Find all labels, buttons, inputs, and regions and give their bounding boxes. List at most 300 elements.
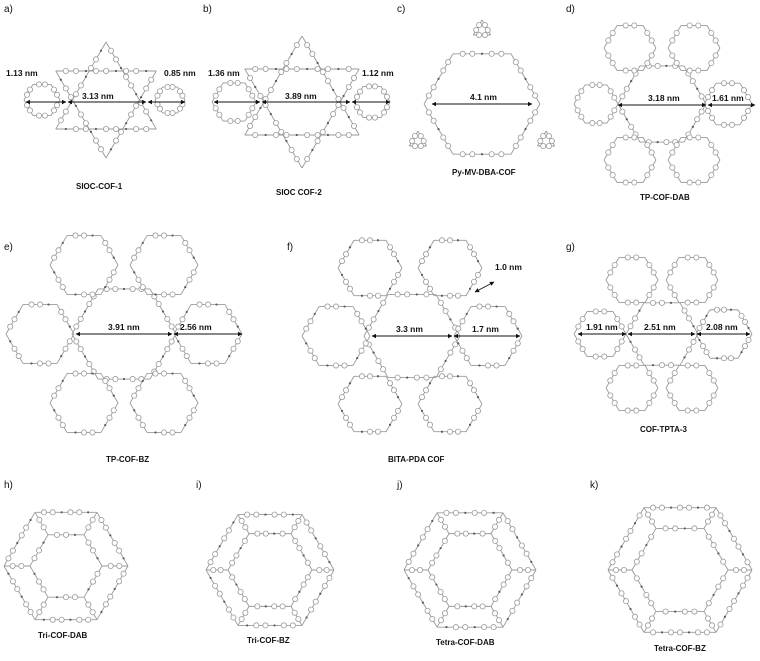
linkage-atom [9,340,11,342]
aromatic-ring [60,422,65,427]
aromatic-ring [632,347,637,352]
aromatic-ring [651,270,656,275]
linkage-atom [421,410,423,412]
aromatic-ring [177,106,182,111]
aromatic-ring [342,363,347,368]
aromatic-ring [511,348,516,353]
aromatic-ring [492,524,497,529]
aromatic-ring [697,325,702,330]
linkage-atom [343,305,345,307]
aromatic-ring [431,118,436,123]
linkage-atom [429,382,431,384]
aromatic-ring [155,102,160,107]
linkage-atom [620,546,622,548]
aromatic-ring [423,279,428,284]
linkage-atom [478,364,480,366]
aromatic-ring [19,563,24,568]
aromatic-ring [610,60,615,65]
aromatic-ring [721,122,726,127]
aromatic-ring [619,339,624,344]
aromatic-ring [455,531,460,536]
aromatic-ring [659,300,664,305]
aromatic-ring [315,66,320,71]
linkage-atom [74,293,76,295]
aromatic-ring [169,324,174,329]
aromatic-ring [123,68,128,73]
aromatic-ring [482,22,487,27]
aromatic-ring [305,156,310,161]
linkage-atom [408,577,410,579]
panel-b [203,4,394,197]
aromatic-ring [670,38,675,43]
aromatic-ring [15,586,20,591]
linkage-atom [90,131,92,133]
aromatic-ring [308,319,313,324]
linkage-atom [314,313,316,315]
linkage-atom [684,527,686,529]
aromatic-ring [528,85,533,90]
linkage-atom [626,118,628,120]
aromatic-ring [355,311,360,316]
aromatic-ring [448,350,453,355]
aromatic-ring [685,408,690,413]
aromatic-ring [731,599,736,604]
aromatic-ring [575,108,580,113]
aromatic-ring [687,68,692,73]
dimension-label-center: 3.91 nm [108,322,140,332]
aromatic-ring [477,304,482,309]
linkage-atom [495,305,497,307]
aromatic-ring [41,510,46,515]
linkage-atom [42,542,44,544]
aromatic-ring [281,623,286,628]
aromatic-ring [439,374,444,379]
aromatic-ring [12,317,17,322]
aromatic-ring [707,262,712,267]
linker-bond [491,513,503,534]
linker-bond [491,606,503,627]
aromatic-ring [144,86,149,91]
aromatic-ring [247,123,252,128]
aromatic-ring [46,361,51,366]
aromatic-ring [250,93,255,98]
aromatic-ring [107,277,112,282]
aromatic-ring [608,393,613,398]
aromatic-ring [663,609,668,614]
aromatic-ring [213,106,218,111]
aromatic-ring [608,89,613,94]
aromatic-ring [608,114,613,119]
linkage-atom [109,534,111,536]
aromatic-ring [538,138,543,143]
aromatic-ring [664,140,669,145]
aromatic-ring [423,252,428,257]
linkage-atom [123,378,125,380]
aromatic-ring [644,592,649,597]
aromatic-ring [417,567,422,572]
aromatic-ring [634,255,639,260]
aromatic-ring [280,604,285,609]
aromatic-ring [434,553,439,558]
aromatic-ring [471,415,476,420]
aromatic-ring [709,88,714,93]
aromatic-ring [464,355,469,360]
aromatic-ring [612,95,617,100]
aromatic-ring [88,66,93,71]
aromatic-ring [24,602,29,607]
aromatic-ring [67,339,72,344]
linkage-atom [326,364,328,366]
aromatic-ring [187,386,192,391]
aromatic-ring [511,319,516,324]
aromatic-ring [472,604,477,609]
aromatic-ring [546,133,551,138]
linkage-atom [265,605,267,607]
aromatic-ring [107,248,112,253]
aromatic-ring [674,172,679,177]
aromatic-ring [447,374,452,379]
aromatic-ring [107,415,112,420]
aromatic-ring [284,66,289,71]
aromatic-ring [184,353,189,358]
linkage-atom [232,521,234,523]
aromatic-ring [485,304,490,309]
aromatic-ring [455,429,460,434]
linkage-atom [133,409,135,411]
linkage-atom [228,355,230,357]
aromatic-ring [245,512,250,517]
aromatic-ring [187,248,192,253]
aromatic-ring [639,551,644,556]
aromatic-ring [645,142,650,147]
aromatic-ring [505,560,510,565]
linkage-atom [74,431,76,433]
aromatic-ring [136,386,141,391]
aromatic-ring [153,371,158,376]
linker-bond [437,606,449,627]
aromatic-ring [103,68,108,73]
aromatic-ring [254,623,259,628]
aromatic-ring [183,240,188,245]
aromatic-ring [86,540,91,545]
aromatic-ring [343,415,348,420]
linkage-atom [154,431,156,433]
aromatic-ring [134,103,139,108]
aromatic-ring [453,342,458,347]
linkage-atom [62,380,64,382]
aromatic-ring [395,408,400,413]
linker-bond [707,25,720,48]
linkage-atom [306,68,308,70]
aromatic-ring [170,84,175,89]
aromatic-ring [28,609,33,614]
linkage-atom [125,122,127,124]
linkage-atom [705,315,707,317]
aromatic-ring [112,540,117,545]
aromatic-ring [716,584,721,589]
aromatic-ring [129,112,134,117]
aromatic-ring [718,513,723,518]
linkage-atom [177,340,179,342]
aromatic-ring [606,53,611,58]
aromatic-ring [608,378,613,383]
aromatic-ring [87,301,92,306]
dimension-label-center: 4.1 nm [470,92,497,102]
aromatic-ring [409,567,414,572]
dimension-arrow-small-pore [475,282,494,292]
linkage-atom [629,608,631,610]
aromatic-ring [391,388,396,393]
panel-letter-k: k) [590,480,599,491]
linkage-atom [449,318,451,320]
aromatic-ring [610,560,615,565]
linkage-atom [665,65,667,67]
aromatic-ring [485,363,490,368]
panel-caption-k: Tetra-COF-BZ [654,644,706,653]
linkage-atom [634,522,636,524]
aromatic-ring [165,110,170,115]
linkage-atom [65,128,67,130]
aromatic-ring [593,354,598,359]
linker-bond [705,257,718,280]
aromatic-ring [674,30,679,35]
aromatic-ring [309,528,314,533]
aromatic-ring [460,348,465,353]
aromatic-ring [593,309,598,314]
aromatic-ring [650,630,655,635]
aromatic-ring [68,510,73,515]
aromatic-ring [72,595,77,600]
aromatic-ring [395,292,400,297]
linkage-atom [209,577,211,579]
aromatic-ring [711,270,716,275]
aromatic-ring [430,575,435,580]
aromatic-ring [632,614,637,619]
aromatic-ring [412,143,417,148]
aromatic-ring [729,122,734,127]
panel-caption-d: TP-COF-DAB [640,193,690,202]
aromatic-ring [682,308,687,313]
aromatic-ring [169,339,174,344]
aromatic-ring [339,258,344,263]
aromatic-ring [90,517,95,522]
linkage-atom [716,357,718,359]
aromatic-ring [419,394,424,399]
aromatic-ring [387,245,392,250]
linker-bond [607,85,618,104]
aromatic-ring [438,367,443,372]
aromatic-ring [78,112,83,117]
linkage-atom [740,351,742,353]
aromatic-ring [161,371,166,376]
aromatic-ring [651,285,656,290]
linkage-atom [457,375,459,377]
aromatic-ring [612,370,617,375]
framework-tetra-cof-bz [608,505,752,635]
linkage-atom [115,70,117,72]
linker-bond [643,160,656,183]
aromatic-ring [713,53,718,58]
aromatic-ring [308,348,313,353]
aromatic-ring [623,599,628,604]
aromatic-ring [24,103,29,108]
aromatic-ring [628,324,633,329]
linkage-atom [498,591,500,593]
aromatic-ring [597,82,602,87]
aromatic-ring [41,587,46,592]
aromatic-ring [741,88,746,93]
aromatic-ring [695,630,700,635]
aromatic-ring [518,135,523,140]
aromatic-ring [294,66,299,71]
dimension-label-left: 1.13 nm [6,68,38,78]
aromatic-ring [93,138,98,143]
aromatic-ring [226,528,231,533]
dimension-label-right: 2.56 nm [180,322,212,332]
aromatic-ring [242,538,247,543]
panel-c [397,4,555,177]
aromatic-ring [180,93,185,98]
linkage-atom [162,355,164,357]
aromatic-ring [411,551,416,556]
aromatic-ring [56,248,61,253]
aromatic-ring [339,394,344,399]
aromatic-ring [113,126,118,131]
linkage-atom [698,339,700,341]
aromatic-ring [709,115,714,120]
aromatic-ring [528,118,533,123]
aromatic-ring [405,292,410,297]
linkage-atom [421,274,423,276]
linkage-atom [361,295,363,297]
aromatic-ring [579,89,584,94]
aromatic-ring [77,617,82,622]
linkage-atom [219,545,221,547]
aromatic-ring [235,80,240,85]
aromatic-ring [610,575,615,580]
aromatic-ring [24,92,29,97]
aromatic-ring [634,363,639,368]
aromatic-ring [313,599,318,604]
panel-caption-e: TP-COF-BZ [106,455,150,464]
aromatic-ring [471,252,476,257]
aromatic-ring [63,346,68,351]
aromatic-ring [367,238,372,243]
linker-bond [212,83,223,102]
aromatic-ring [367,293,372,298]
aromatic-ring [721,81,726,86]
aromatic-ring [258,93,263,98]
aromatic-ring [272,604,277,609]
aromatic-ring [372,115,377,120]
aromatic-ring [231,615,236,620]
aromatic-ring [387,381,392,386]
linkage-atom [429,246,431,248]
linkage-atom [259,107,261,109]
aromatic-ring [546,143,551,148]
aromatic-ring [696,180,701,185]
aromatic-ring [470,152,475,157]
aromatic-ring [54,92,59,97]
aromatic-ring [694,255,699,260]
linkage-atom [466,313,468,315]
linkage-atom [7,573,9,575]
aromatic-ring [513,60,518,65]
aromatic-ring [485,27,490,32]
aromatic-ring [320,69,325,74]
aromatic-ring [695,117,700,122]
aromatic-ring [673,526,678,531]
aromatic-ring [438,300,443,305]
linkage-atom [84,310,86,312]
aromatic-ring [246,112,251,117]
aromatic-ring [238,589,243,594]
dimension-label-right: 1.61 nm [712,93,744,103]
linkage-atom [171,372,173,374]
aromatic-ring [117,548,122,553]
aromatic-ring [301,582,306,587]
aromatic-ring [359,319,364,324]
aromatic-ring [41,525,46,530]
aromatic-ring [86,602,91,607]
aromatic-ring [576,324,581,329]
aromatic-ring [453,625,458,630]
linkage-atom [645,544,647,546]
aromatic-ring [727,606,732,611]
linkage-atom [33,573,35,575]
linkage-atom [29,519,31,521]
linkage-atom [441,431,443,433]
linkage-atom [683,356,685,358]
linker-bond [302,69,359,168]
panel-j [396,480,536,647]
aromatic-ring [58,118,63,123]
aromatic-ring [442,524,447,529]
aromatic-ring [10,563,15,568]
aromatic-ring [52,393,57,398]
aromatic-ring [510,527,515,532]
aromatic-ring [391,252,396,257]
aromatic-ring [606,165,611,170]
aromatic-ring [632,180,637,185]
aromatic-ring [668,363,673,368]
panel-letter-a: a) [4,4,13,15]
aromatic-ring [376,358,381,363]
aromatic-ring [315,132,320,137]
linkage-atom [125,128,127,130]
linkage-atom [641,586,643,588]
linkage-atom [477,260,479,262]
aromatic-ring [36,82,41,87]
aromatic-ring [325,78,330,83]
aromatic-ring [491,625,496,630]
aromatic-ring [477,22,482,27]
aromatic-ring [690,79,695,84]
aromatic-ring [281,512,286,517]
aromatic-ring [296,518,301,523]
aromatic-ring [231,346,236,351]
aromatic-ring [293,538,298,543]
aromatic-ring [612,400,617,405]
aromatic-ring [423,388,428,393]
aromatic-ring [95,571,100,576]
panel-caption-a: SIOC-COF-1 [76,182,123,191]
aromatic-ring [144,109,149,114]
aromatic-ring [423,415,428,420]
aromatic-ring [63,532,68,537]
aromatic-ring [745,94,750,99]
aromatic-ring [649,534,654,539]
